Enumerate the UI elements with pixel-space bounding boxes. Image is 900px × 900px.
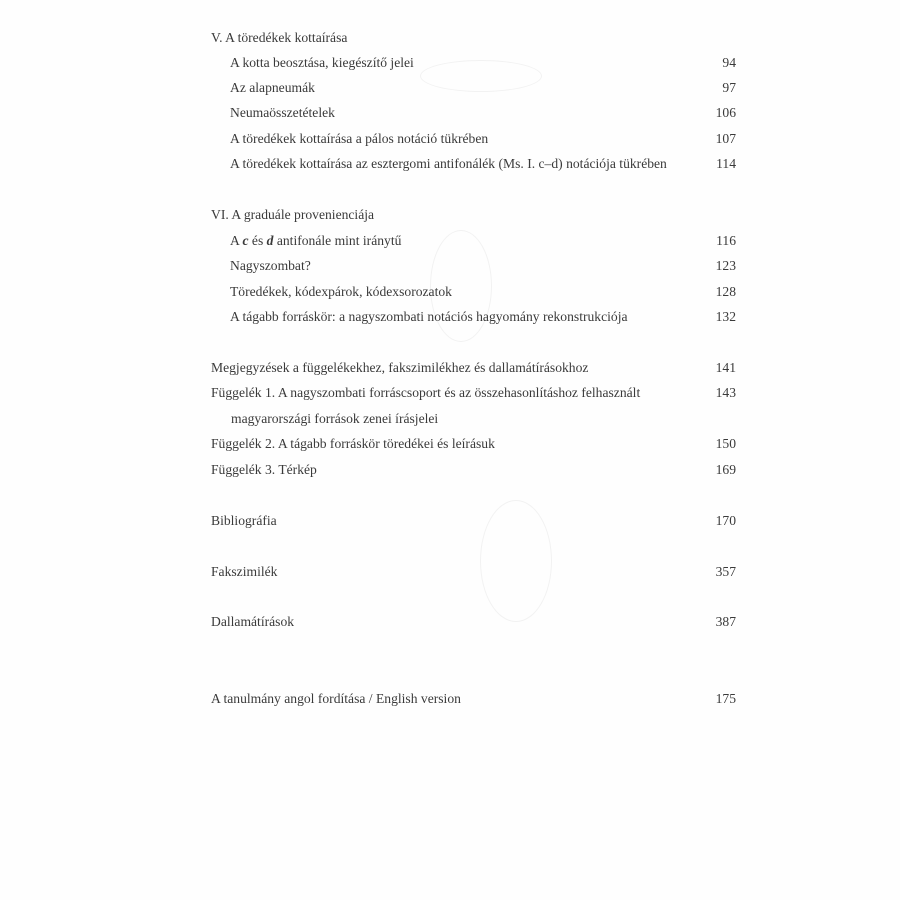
toc-page-number: 175: [715, 691, 736, 706]
toc-entry: [0, 560, 900, 584]
toc-entry: [0, 229, 900, 253]
toc-section-heading: [0, 203, 900, 227]
toc-entry-title: A töredékek kottaírása a pálos notáció tükrében: [230, 131, 489, 146]
manuscript-siglum: c: [242, 233, 249, 248]
toc-page-number: 123: [715, 258, 736, 273]
toc-entry-title: Függelék 2. A tágabb forráskör töredékei és leírásuk: [211, 436, 495, 451]
toc-entry-title: A töredékek kottaírása az esztergomi antifonálék (Ms. I. c–d) notációja tükrében: [230, 156, 667, 171]
toc-page-number: 128: [715, 284, 736, 299]
toc-page-number: 143: [715, 385, 736, 400]
toc-entry-title: V. A töredékek kottaírása: [211, 30, 348, 45]
toc-entry: [0, 254, 900, 278]
toc-entry-title: magyarországi források zenei írásjelei: [231, 411, 439, 426]
toc-entry: [0, 280, 900, 304]
toc-entry: [0, 152, 900, 176]
toc-page-number: 132: [715, 309, 736, 324]
toc-page-number: 114: [716, 156, 736, 171]
toc-entry: [0, 76, 900, 100]
toc-entry-title: Függelék 3. Térkép: [211, 462, 317, 477]
toc-page-number: 170: [715, 513, 736, 528]
toc-entry: [0, 356, 900, 380]
toc-page-number: 94: [722, 55, 736, 70]
toc-page-number: 169: [715, 462, 736, 477]
toc-page-number: 116: [716, 233, 736, 248]
toc-entry: [0, 687, 900, 711]
toc-entry-title: Nagyszombat?: [230, 258, 311, 273]
toc-entry-continuation: [0, 407, 900, 431]
toc-entry-title: Megjegyzések a függelékekhez, fakszimilékhez és dallamátírásokhoz: [211, 360, 589, 375]
toc-entry-title: VI. A graduále provenienciája: [211, 207, 375, 222]
toc-entry-title: A tanulmány angol fordítása / English version: [211, 691, 461, 706]
toc-page-number: 97: [722, 80, 736, 95]
toc-entry-title: A tágabb forráskör: a nagyszombati notációs hagyomány rekonstrukciója: [230, 309, 628, 324]
toc-entry: [0, 432, 900, 456]
toc-entry-title: Az alapneumák: [230, 80, 315, 95]
toc-entry-title: A c és d antifonále mint iránytű: [230, 233, 402, 248]
toc-entry: [0, 458, 900, 482]
manuscript-siglum: d: [266, 233, 274, 248]
toc-entry: [0, 101, 900, 125]
toc-page-number: 107: [715, 131, 736, 146]
toc-page-number: 141: [715, 360, 736, 375]
toc-entry: [0, 509, 900, 533]
toc-entry: [0, 127, 900, 151]
toc-page-number: 106: [715, 105, 736, 120]
toc-entry-title: A kotta beosztása, kiegészítő jelei: [230, 55, 414, 70]
toc-entry: [0, 305, 900, 329]
toc-entry: [0, 610, 900, 634]
toc-page-number: 150: [715, 436, 736, 451]
toc-page-number: 387: [715, 614, 736, 629]
toc-page-number: 357: [715, 564, 736, 579]
toc-entry-title: Bibliográfia: [211, 513, 277, 528]
toc-entry-title: Töredékek, kódexpárok, kódexsorozatok: [230, 284, 452, 299]
toc-entry-title: Dallamátírások: [211, 614, 295, 629]
toc-entry-title: Függelék 1. A nagyszombati forráscsoport és az összehasonlításhoz felhasznált: [211, 385, 641, 400]
toc-entry-title: Neumaösszetételek: [230, 105, 335, 120]
toc-section-heading: [0, 26, 900, 50]
toc-entry: [0, 51, 900, 75]
toc-entry-title: Fakszimilék: [211, 564, 278, 579]
toc-entry: [0, 381, 900, 405]
